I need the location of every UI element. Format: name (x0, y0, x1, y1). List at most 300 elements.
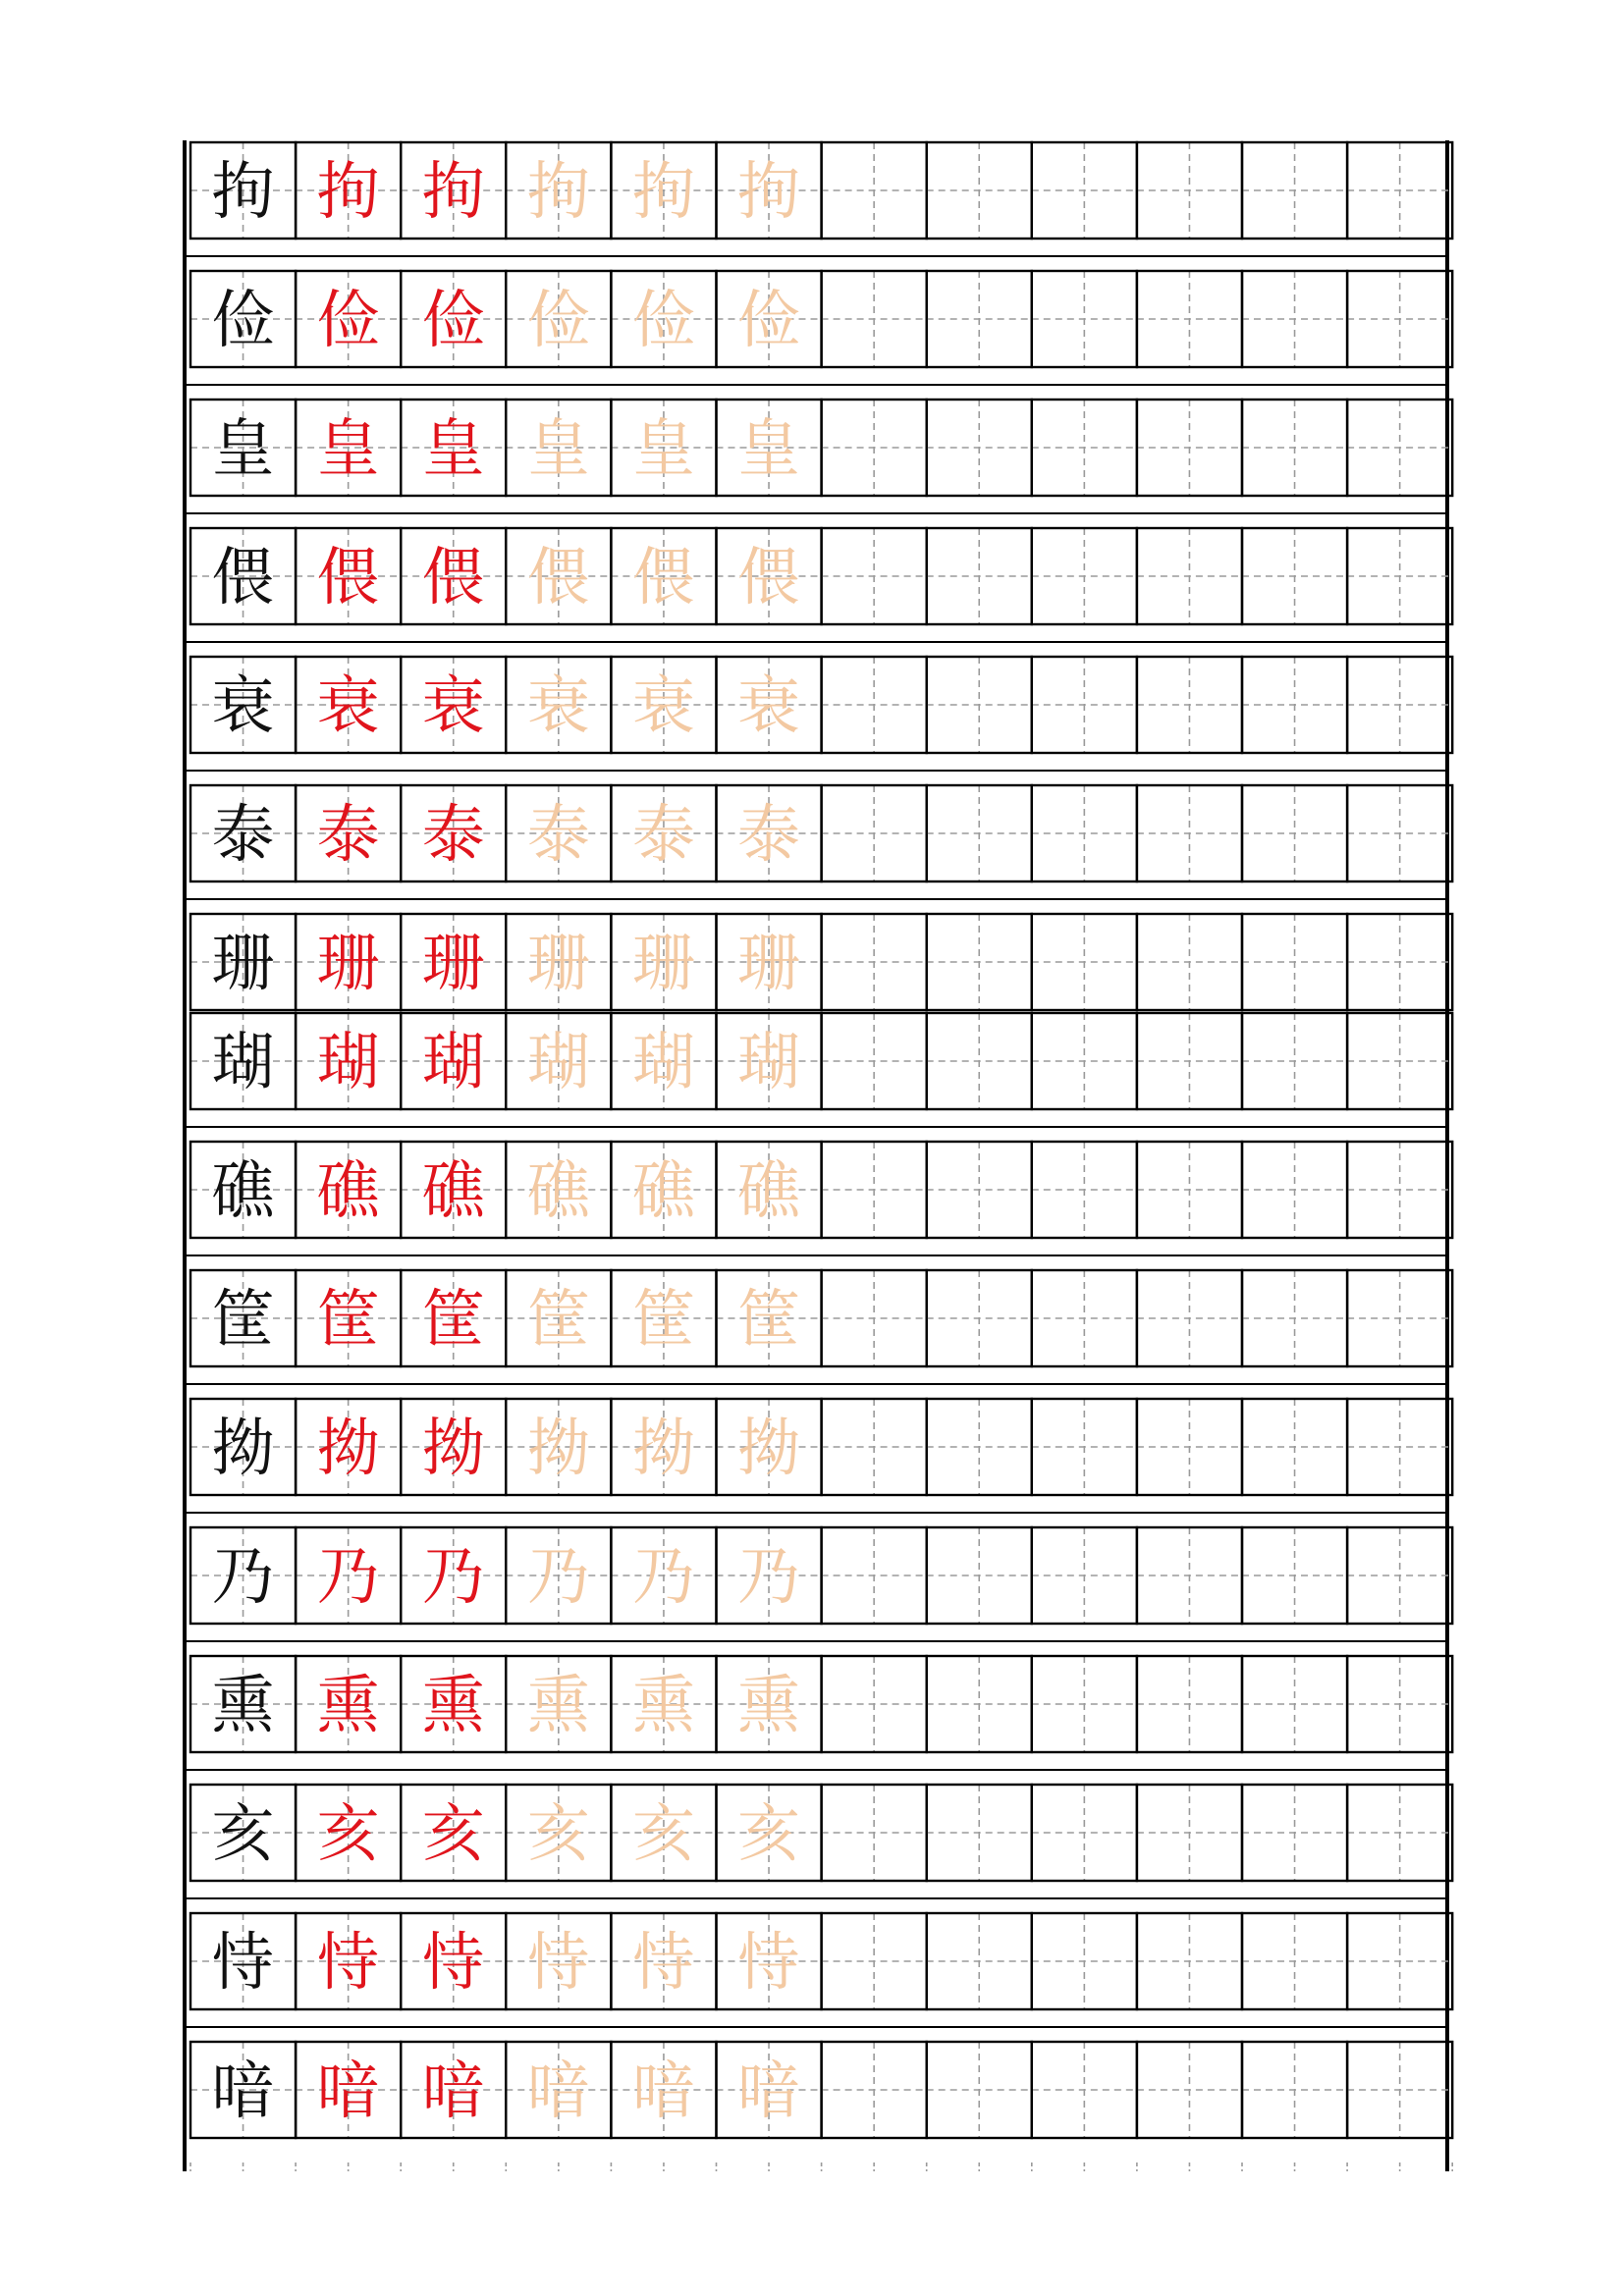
practice-cell[interactable] (1032, 1013, 1137, 1109)
practice-cell[interactable] (1347, 1142, 1452, 1238)
model-character: 皇 (211, 413, 275, 486)
light-trace-character: 泰 (526, 799, 590, 872)
model-character: 衰 (211, 670, 275, 743)
practice-cell[interactable] (927, 528, 1032, 624)
practice-row (185, 1656, 1452, 1770)
light-trace-character: 偎 (737, 542, 801, 614)
practice-cell[interactable] (1242, 1399, 1347, 1495)
practice-cell[interactable] (506, 1142, 611, 1238)
practice-row (185, 1785, 1452, 1898)
light-trace-character: 泰 (737, 799, 801, 872)
light-trace-character: 偎 (631, 542, 695, 614)
practice-cell[interactable] (401, 1656, 506, 1752)
trailing-guides (190, 2163, 1452, 2171)
practice-cell[interactable] (717, 657, 822, 753)
light-trace-character: 俭 (631, 285, 695, 357)
practice-cell[interactable] (506, 1527, 611, 1624)
practice-cell[interactable] (1242, 1785, 1347, 1881)
light-trace-character: 恃 (737, 1927, 801, 2000)
practice-cell[interactable] (1137, 1527, 1242, 1624)
light-trace-character: 喑 (737, 2056, 801, 2128)
light-trace-character: 喑 (631, 2056, 695, 2128)
practice-cell[interactable] (822, 271, 927, 367)
light-trace-character: 亥 (526, 1798, 590, 1871)
practice-cell[interactable] (401, 271, 506, 367)
red-trace-character: 亥 (316, 1798, 380, 1871)
model-character: 喑 (211, 2056, 275, 2128)
practice-cell[interactable] (190, 142, 296, 239)
practice-cell[interactable] (927, 1527, 1032, 1624)
practice-row (185, 1527, 1452, 1641)
practice-cell[interactable] (927, 785, 1032, 881)
light-trace-character: 熏 (631, 1670, 695, 1742)
red-trace-character: 拘 (316, 156, 380, 229)
practice-cell[interactable] (822, 142, 927, 239)
practice-cell[interactable] (190, 1527, 296, 1624)
practice-cell[interactable] (611, 142, 716, 239)
practice-cell[interactable] (296, 271, 401, 367)
red-trace-character: 拗 (421, 1413, 485, 1485)
practice-cell[interactable] (822, 528, 927, 624)
practice-cell[interactable] (717, 528, 822, 624)
red-trace-character: 偎 (316, 542, 380, 614)
practice-cell[interactable] (1032, 1913, 1137, 2009)
practice-cell[interactable] (717, 1656, 822, 1752)
red-trace-character: 乃 (316, 1541, 380, 1614)
practice-cell[interactable] (1242, 1527, 1347, 1624)
light-trace-character: 瑚 (631, 1027, 695, 1099)
practice-cell[interactable] (296, 1656, 401, 1752)
model-character: 筐 (211, 1284, 275, 1357)
light-trace-character: 拘 (737, 156, 801, 229)
practice-cell[interactable] (506, 528, 611, 624)
practice-cell[interactable] (296, 1913, 401, 2009)
practice-cell[interactable] (190, 1785, 296, 1881)
practice-cell[interactable] (1242, 528, 1347, 624)
practice-cell[interactable] (1137, 271, 1242, 367)
practice-cell[interactable] (1032, 657, 1137, 753)
red-trace-character: 皇 (316, 413, 380, 486)
practice-cell[interactable] (296, 914, 401, 1010)
model-character: 瑚 (211, 1027, 275, 1099)
practice-cell[interactable] (927, 1913, 1032, 2009)
practice-cell[interactable] (401, 1913, 506, 2009)
practice-cell[interactable] (1137, 657, 1242, 753)
practice-cell[interactable] (717, 2042, 822, 2138)
practice-cell[interactable] (1347, 528, 1452, 624)
practice-cell[interactable] (717, 785, 822, 881)
practice-cell[interactable] (296, 1270, 401, 1366)
light-trace-character: 衰 (737, 670, 801, 743)
light-trace-character: 恃 (631, 1927, 695, 2000)
practice-row (185, 1399, 1452, 1513)
red-trace-character: 熏 (316, 1670, 380, 1742)
practice-cell[interactable] (1032, 142, 1137, 239)
practice-cell[interactable] (1137, 1656, 1242, 1752)
practice-cell[interactable] (506, 914, 611, 1010)
practice-cell[interactable] (190, 1399, 296, 1495)
practice-cell[interactable] (1032, 1785, 1137, 1881)
light-trace-character: 乃 (737, 1541, 801, 1614)
practice-cell[interactable] (717, 1399, 822, 1495)
light-trace-character: 皇 (631, 413, 695, 486)
light-trace-character: 瑚 (737, 1027, 801, 1099)
practice-cell[interactable] (717, 1527, 822, 1624)
practice-cell[interactable] (1347, 271, 1452, 367)
model-character: 恃 (211, 1927, 275, 2000)
light-trace-character: 乃 (631, 1541, 695, 1614)
light-trace-character: 瑚 (526, 1027, 590, 1099)
practice-cell[interactable] (1032, 400, 1137, 496)
practice-cell[interactable] (190, 1270, 296, 1366)
practice-cell[interactable] (1032, 1142, 1137, 1238)
practice-cell[interactable] (1347, 400, 1452, 496)
practice-cell[interactable] (296, 142, 401, 239)
practice-cell[interactable] (1242, 1913, 1347, 2009)
practice-cell[interactable] (927, 1270, 1032, 1366)
practice-cell[interactable] (927, 1013, 1032, 1109)
red-trace-character: 恃 (316, 1927, 380, 2000)
red-trace-character: 拘 (421, 156, 485, 229)
light-trace-character: 珊 (526, 928, 590, 1000)
practice-cell[interactable] (1347, 1656, 1452, 1752)
red-trace-character: 瑚 (316, 1027, 380, 1099)
practice-cell[interactable] (1137, 1913, 1242, 2009)
practice-cell[interactable] (1347, 2042, 1452, 2138)
practice-cell[interactable] (927, 1142, 1032, 1238)
practice-cell[interactable] (1032, 785, 1137, 881)
practice-cell[interactable] (822, 1270, 927, 1366)
practice-cell[interactable] (1242, 1142, 1347, 1238)
practice-cell[interactable] (611, 1913, 716, 2009)
practice-cell[interactable] (1032, 1656, 1137, 1752)
practice-cell[interactable] (927, 1785, 1032, 1881)
light-trace-character: 筐 (737, 1284, 801, 1357)
model-character: 偎 (211, 542, 275, 614)
red-trace-character: 珊 (316, 928, 380, 1000)
practice-cell[interactable] (611, 1399, 716, 1495)
practice-cell[interactable] (1242, 1013, 1347, 1109)
practice-cell[interactable] (611, 1142, 716, 1238)
practice-cell[interactable] (401, 1399, 506, 1495)
practice-cell[interactable] (1032, 271, 1137, 367)
practice-cell[interactable] (190, 528, 296, 624)
light-trace-character: 拘 (631, 156, 695, 229)
practice-cell[interactable] (717, 1142, 822, 1238)
practice-cell[interactable] (401, 1013, 506, 1109)
practice-cell[interactable] (822, 657, 927, 753)
practice-cell[interactable] (506, 1656, 611, 1752)
practice-cell[interactable] (1137, 785, 1242, 881)
practice-cell[interactable] (190, 785, 296, 881)
practice-cell[interactable] (1032, 528, 1137, 624)
practice-cell[interactable] (717, 1013, 822, 1109)
practice-cell[interactable] (717, 914, 822, 1010)
light-trace-character: 衰 (631, 670, 695, 743)
practice-cell[interactable] (717, 1913, 822, 2009)
practice-cell[interactable] (717, 142, 822, 239)
red-trace-character: 礁 (421, 1155, 485, 1228)
practice-cell[interactable] (611, 2042, 716, 2138)
practice-cell[interactable] (1242, 657, 1347, 753)
practice-row (190, 2042, 1452, 2138)
practice-cell[interactable] (190, 1142, 296, 1238)
practice-cell[interactable] (190, 2042, 296, 2138)
practice-cell[interactable] (1347, 657, 1452, 753)
practice-cell[interactable] (190, 1013, 296, 1109)
light-trace-character: 熏 (737, 1670, 801, 1742)
practice-row (185, 528, 1452, 642)
practice-row (185, 785, 1452, 899)
practice-cell[interactable] (190, 400, 296, 496)
light-trace-character: 拗 (737, 1413, 801, 1485)
practice-cell[interactable] (1032, 1527, 1137, 1624)
practice-cell[interactable] (401, 657, 506, 753)
light-trace-character: 乃 (526, 1541, 590, 1614)
light-trace-character: 礁 (737, 1155, 801, 1228)
practice-cell[interactable] (190, 271, 296, 367)
light-trace-character: 拗 (631, 1413, 695, 1485)
practice-cell[interactable] (1032, 1270, 1137, 1366)
practice-cell[interactable] (822, 1399, 927, 1495)
practice-cell[interactable] (717, 1270, 822, 1366)
practice-cell[interactable] (506, 1785, 611, 1881)
red-trace-character: 泰 (421, 799, 485, 872)
red-trace-character: 俭 (316, 285, 380, 357)
practice-cell[interactable] (296, 1142, 401, 1238)
practice-row (190, 914, 1452, 1010)
practice-cell[interactable] (296, 1785, 401, 1881)
practice-cell[interactable] (1347, 1399, 1452, 1495)
practice-cell[interactable] (296, 400, 401, 496)
practice-cell[interactable] (1242, 142, 1347, 239)
light-trace-character: 筐 (631, 1284, 695, 1357)
red-trace-character: 礁 (316, 1155, 380, 1228)
practice-cell[interactable] (1347, 1013, 1452, 1109)
practice-cell[interactable] (506, 142, 611, 239)
practice-cell[interactable] (401, 914, 506, 1010)
practice-cell[interactable] (1347, 142, 1452, 239)
practice-cell[interactable] (1347, 785, 1452, 881)
light-trace-character: 亥 (737, 1798, 801, 1871)
model-character: 拘 (211, 156, 275, 229)
red-trace-character: 亥 (421, 1798, 485, 1871)
practice-cell[interactable] (611, 914, 716, 1010)
red-trace-character: 喑 (421, 2056, 485, 2128)
practice-row (185, 271, 1452, 385)
model-character: 拗 (211, 1413, 275, 1485)
light-trace-character: 俭 (526, 285, 590, 357)
practice-cell[interactable] (1032, 2042, 1137, 2138)
practice-cell[interactable] (1137, 1785, 1242, 1881)
practice-cell[interactable] (611, 1270, 716, 1366)
practice-cell[interactable] (401, 1142, 506, 1238)
practice-cell[interactable] (822, 400, 927, 496)
practice-cell[interactable] (927, 1399, 1032, 1495)
practice-cell[interactable] (611, 1013, 716, 1109)
model-character: 乃 (211, 1541, 275, 1614)
light-trace-character: 珊 (737, 928, 801, 1000)
practice-cell[interactable] (1347, 1270, 1452, 1366)
practice-rows (185, 142, 1452, 2138)
light-trace-character: 珊 (631, 928, 695, 1000)
practice-cell[interactable] (822, 785, 927, 881)
practice-cell[interactable] (506, 1013, 611, 1109)
practice-cell[interactable] (717, 1785, 822, 1881)
practice-cell[interactable] (611, 1785, 716, 1881)
practice-cell[interactable] (1242, 271, 1347, 367)
practice-row (185, 1013, 1452, 1127)
practice-cell[interactable] (1137, 400, 1242, 496)
practice-cell[interactable] (1137, 1399, 1242, 1495)
practice-cell[interactable] (1347, 1913, 1452, 2009)
red-trace-character: 皇 (421, 413, 485, 486)
red-trace-character: 筐 (421, 1284, 485, 1357)
practice-cell[interactable] (927, 142, 1032, 239)
practice-row (185, 400, 1452, 513)
practice-cell[interactable] (717, 271, 822, 367)
practice-row (185, 1270, 1452, 1384)
red-trace-character: 乃 (421, 1541, 485, 1614)
practice-cell[interactable] (506, 271, 611, 367)
practice-cell[interactable] (506, 785, 611, 881)
practice-cell[interactable] (1032, 914, 1137, 1010)
light-trace-character: 拘 (526, 156, 590, 229)
light-trace-character: 筐 (526, 1284, 590, 1357)
red-trace-character: 衰 (316, 670, 380, 743)
practice-cell[interactable] (822, 1785, 927, 1881)
red-trace-character: 珊 (421, 928, 485, 1000)
practice-cell[interactable] (1242, 2042, 1347, 2138)
practice-cell[interactable] (611, 1527, 716, 1624)
practice-cell[interactable] (401, 528, 506, 624)
practice-cell[interactable] (611, 400, 716, 496)
practice-cell[interactable] (401, 400, 506, 496)
practice-cell[interactable] (927, 657, 1032, 753)
practice-cell[interactable] (506, 1270, 611, 1366)
practice-cell[interactable] (822, 2042, 927, 2138)
practice-cell[interactable] (1137, 1270, 1242, 1366)
practice-cell[interactable] (190, 657, 296, 753)
practice-cell[interactable] (822, 1656, 927, 1752)
practice-cell[interactable] (1137, 914, 1242, 1010)
practice-cell[interactable] (1137, 528, 1242, 624)
red-trace-character: 拗 (316, 1413, 380, 1485)
practice-cell[interactable] (927, 1656, 1032, 1752)
practice-cell[interactable] (401, 1270, 506, 1366)
practice-cell[interactable] (822, 1013, 927, 1109)
practice-cell[interactable] (1137, 1142, 1242, 1238)
practice-row (185, 142, 1452, 256)
practice-cell[interactable] (611, 528, 716, 624)
model-character: 熏 (211, 1670, 275, 1742)
light-trace-character: 偎 (526, 542, 590, 614)
practice-cell[interactable] (296, 657, 401, 753)
model-character: 礁 (211, 1155, 275, 1228)
practice-cell[interactable] (1242, 785, 1347, 881)
practice-cell[interactable] (927, 914, 1032, 1010)
practice-cell[interactable] (1137, 1013, 1242, 1109)
practice-cell[interactable] (1347, 914, 1452, 1010)
practice-cell[interactable] (190, 1656, 296, 1752)
light-trace-character: 喑 (526, 2056, 590, 2128)
practice-cell[interactable] (296, 528, 401, 624)
practice-cell[interactable] (1347, 1527, 1452, 1624)
red-trace-character: 衰 (421, 670, 485, 743)
practice-cell[interactable] (611, 1656, 716, 1752)
red-trace-character: 瑚 (421, 1027, 485, 1099)
practice-cell[interactable] (611, 785, 716, 881)
practice-row (185, 657, 1452, 771)
practice-cell[interactable] (927, 2042, 1032, 2138)
practice-cell[interactable] (611, 657, 716, 753)
practice-cell[interactable] (401, 785, 506, 881)
practice-cell[interactable] (822, 1142, 927, 1238)
model-character: 泰 (211, 799, 275, 872)
light-trace-character: 礁 (631, 1155, 695, 1228)
light-trace-character: 拗 (526, 1413, 590, 1485)
practice-cell[interactable] (506, 2042, 611, 2138)
practice-cell[interactable] (506, 1399, 611, 1495)
practice-cell[interactable] (1347, 1785, 1452, 1881)
practice-cell[interactable] (822, 914, 927, 1010)
practice-cell[interactable] (296, 1527, 401, 1624)
model-character: 珊 (211, 928, 275, 1000)
practice-cell[interactable] (296, 1399, 401, 1495)
practice-cell[interactable] (927, 400, 1032, 496)
practice-cell[interactable] (401, 2042, 506, 2138)
practice-cell[interactable] (717, 400, 822, 496)
practice-cell[interactable] (296, 1013, 401, 1109)
light-trace-character: 礁 (526, 1155, 590, 1228)
practice-cell[interactable] (1137, 142, 1242, 239)
model-character: 亥 (211, 1798, 275, 1871)
practice-cell[interactable] (611, 271, 716, 367)
red-trace-character: 偎 (421, 542, 485, 614)
practice-row (185, 1913, 1452, 2027)
practice-cell[interactable] (190, 1913, 296, 2009)
practice-cell[interactable] (401, 1785, 506, 1881)
light-trace-character: 亥 (631, 1798, 695, 1871)
practice-cell[interactable] (1242, 1270, 1347, 1366)
practice-cell[interactable] (1137, 2042, 1242, 2138)
light-trace-character: 熏 (526, 1670, 590, 1742)
practice-row (185, 1142, 1452, 1255)
practice-cell[interactable] (190, 914, 296, 1010)
practice-cell[interactable] (822, 1527, 927, 1624)
practice-cell[interactable] (1242, 914, 1347, 1010)
practice-cell[interactable] (506, 657, 611, 753)
red-trace-character: 泰 (316, 799, 380, 872)
model-character: 俭 (211, 285, 275, 357)
practice-cell[interactable] (401, 142, 506, 239)
red-trace-character: 筐 (316, 1284, 380, 1357)
practice-cell[interactable] (296, 2042, 401, 2138)
practice-cell[interactable] (506, 400, 611, 496)
practice-cell[interactable] (506, 1913, 611, 2009)
practice-cell[interactable] (401, 1527, 506, 1624)
practice-cell[interactable] (1242, 400, 1347, 496)
practice-cell[interactable] (296, 785, 401, 881)
practice-cell[interactable] (822, 1913, 927, 2009)
light-trace-character: 衰 (526, 670, 590, 743)
light-trace-character: 皇 (737, 413, 801, 486)
red-trace-character: 恃 (421, 1927, 485, 2000)
practice-cell[interactable] (1032, 1399, 1137, 1495)
red-trace-character: 俭 (421, 285, 485, 357)
practice-cell[interactable] (1242, 1656, 1347, 1752)
practice-cell[interactable] (927, 271, 1032, 367)
